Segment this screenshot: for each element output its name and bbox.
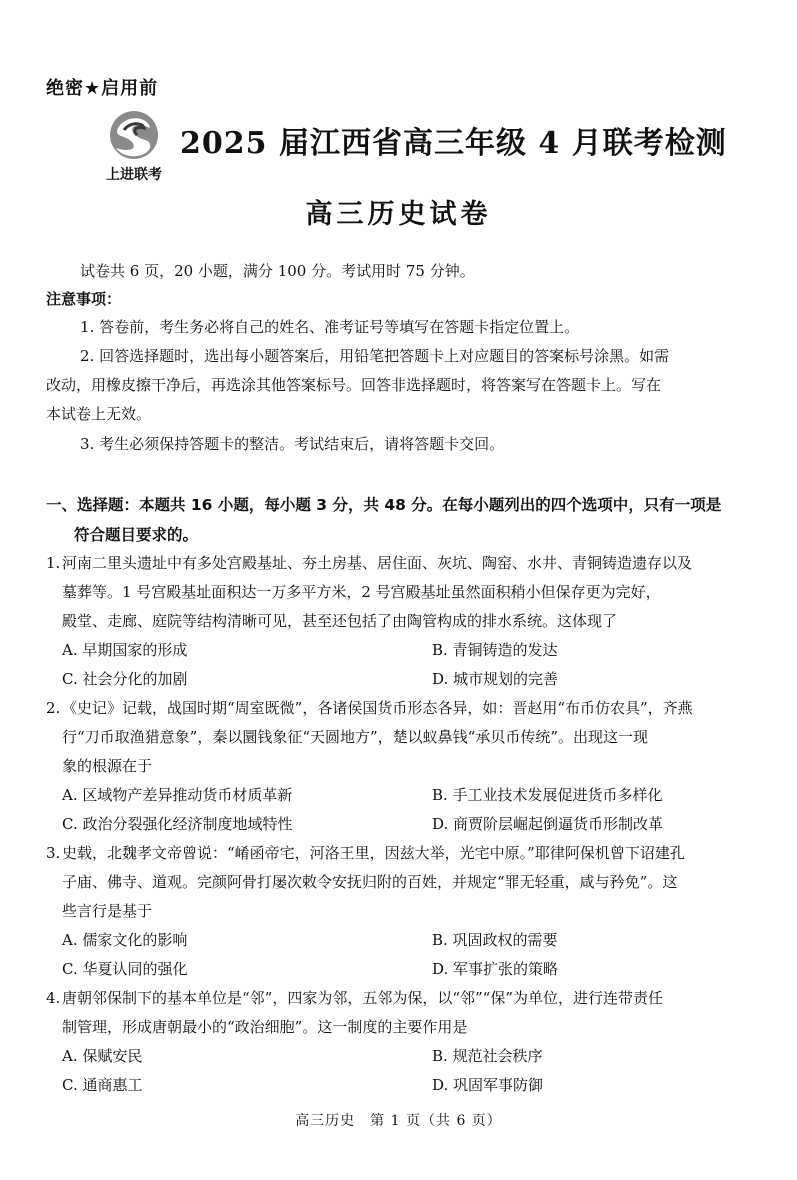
option-b: B. 手工业技术发展促进货币多样化 bbox=[432, 786, 663, 804]
option-b: B. 规范社会秩序 bbox=[432, 1047, 543, 1065]
question-4 bbox=[46, 984, 758, 1100]
exam-title: 2025 届江西省高三年级 4 月联考检测 bbox=[180, 126, 727, 161]
question-stem-line: 墓葬等。1 号宫殿基址面积达一万多平方米，2 号宫殿基址虽然面积稍小但保存更为完好， bbox=[62, 583, 661, 601]
question-stem-line: 象的根源在于 bbox=[62, 757, 153, 775]
question-number: 4. bbox=[46, 989, 61, 1007]
note-1: 1. 答卷前，考生务必将自己的姓名、准考证号等填写在答题卡指定位置上。 bbox=[80, 318, 580, 336]
option-d: D. 军事扩张的策略 bbox=[432, 960, 559, 978]
option-c: C. 政治分裂强化经济制度地域特性 bbox=[62, 815, 293, 833]
confidential-label: 绝密★启用前 bbox=[46, 78, 159, 99]
question-3 bbox=[46, 839, 758, 984]
option-c: C. 社会分化的加剧 bbox=[62, 670, 188, 688]
notes-heading: 注意事项： bbox=[46, 290, 122, 308]
exam-logo bbox=[96, 108, 172, 186]
section-1-title bbox=[46, 490, 758, 550]
option-d: D. 商贾阶层崛起倒逼货币形制改革 bbox=[432, 815, 664, 833]
question-stem-line: 子庙、佛寺、道观。完颜阿骨打屡次敕令安抚归附的百姓，并规定“罪无轻重，咸与矜免”。这 bbox=[62, 873, 678, 891]
option-a: A. 保赋安民 bbox=[62, 1047, 143, 1065]
logo-text: 上进联考 bbox=[106, 167, 162, 183]
question-stem-line: 《史记》记载，战国时期“周室既微”，各诸侯国货币形态各异，如：晋赵用“布币仿农具”，齐燕 bbox=[62, 699, 693, 717]
question-stem-line: 制管理，形成唐朝最小的“政治细胞”。这一制度的主要作用是 bbox=[62, 1018, 468, 1036]
note-2-line-1: 2. 回答选择题时，选出每小题答案后，用铅笔把答题卡上对应题目的答案标号涂黑。如需 bbox=[80, 347, 670, 365]
question-number: 1. bbox=[46, 554, 61, 572]
note-2-line-2: 改动，用橡皮擦干净后，再选涂其他答案标号。回答非选择题时，将答案写在答题卡上。写在 bbox=[46, 376, 662, 394]
question-stem-line: 殿堂、走廊、庭院等结构清晰可见，甚至还包括了由陶管构成的排水系统。这体现了 bbox=[62, 612, 618, 630]
question-stem-line: 唐朝邻保制下的基本单位是“邻”，四家为邻，五邻为保，以“邻”“保”为单位，进行连带责任 bbox=[62, 989, 664, 1007]
note-2-line-3: 本试卷上无效。 bbox=[46, 405, 152, 423]
question-stem-line: 行“刀币取渔猎意象”，秦以圜钱象征“天圆地方”，楚以蚁鼻钱“承贝币传统”。出现这一现 bbox=[62, 728, 649, 746]
question-number: 3. bbox=[46, 844, 61, 862]
option-a: A. 早期国家的形成 bbox=[62, 641, 188, 659]
subject-title: 高三历史试卷 bbox=[305, 199, 492, 230]
option-c: C. 华夏认同的强化 bbox=[62, 960, 188, 978]
option-d: D. 城市规划的完善 bbox=[432, 670, 559, 688]
question-stem-line: 史载，北魏孝文帝曾说：“崤函帝宅，河洛王里，因兹大举，光宅中原。”耶律阿保机曾下诏建孔 bbox=[62, 844, 685, 862]
question-1 bbox=[46, 549, 758, 694]
option-b: B. 巩固政权的需要 bbox=[432, 931, 558, 949]
page-footer: 高三历史 第 1 页（共 6 页） bbox=[295, 1113, 502, 1129]
question-2 bbox=[46, 694, 758, 839]
exam-summary: 试卷共 6 页，20 小题，满分 100 分。考试用时 75 分钟。 bbox=[80, 262, 475, 280]
logo-swirl-icon bbox=[104, 108, 164, 166]
option-a: A. 儒家文化的影响 bbox=[62, 931, 188, 949]
question-stem-line: 些言行是基于 bbox=[62, 902, 153, 920]
section-1-title-line-2: 符合题目要求的。 bbox=[74, 526, 199, 544]
question-stem-line: 河南二里头遗址中有多处宫殿基址、夯土房基、居住面、灰坑、陶窑、水井、青铜铸造遗存以及 bbox=[62, 554, 693, 572]
option-d: D. 巩固军事防御 bbox=[432, 1076, 544, 1094]
question-number: 2. bbox=[46, 699, 61, 717]
option-c: C. 通商惠工 bbox=[62, 1076, 143, 1094]
option-b: B. 青铜铸造的发达 bbox=[432, 641, 558, 659]
option-a: A. 区域物产差异推动货币材质革新 bbox=[62, 786, 293, 804]
note-3: 3. 考生必须保持答题卡的整洁。考试结束后，请将答题卡交回。 bbox=[80, 435, 505, 453]
section-1-title-line-1: 一、选择题：本题共 16 小题，每小题 3 分，共 48 分。在每小题列出的四个选项中，只有一项是 bbox=[46, 496, 722, 514]
